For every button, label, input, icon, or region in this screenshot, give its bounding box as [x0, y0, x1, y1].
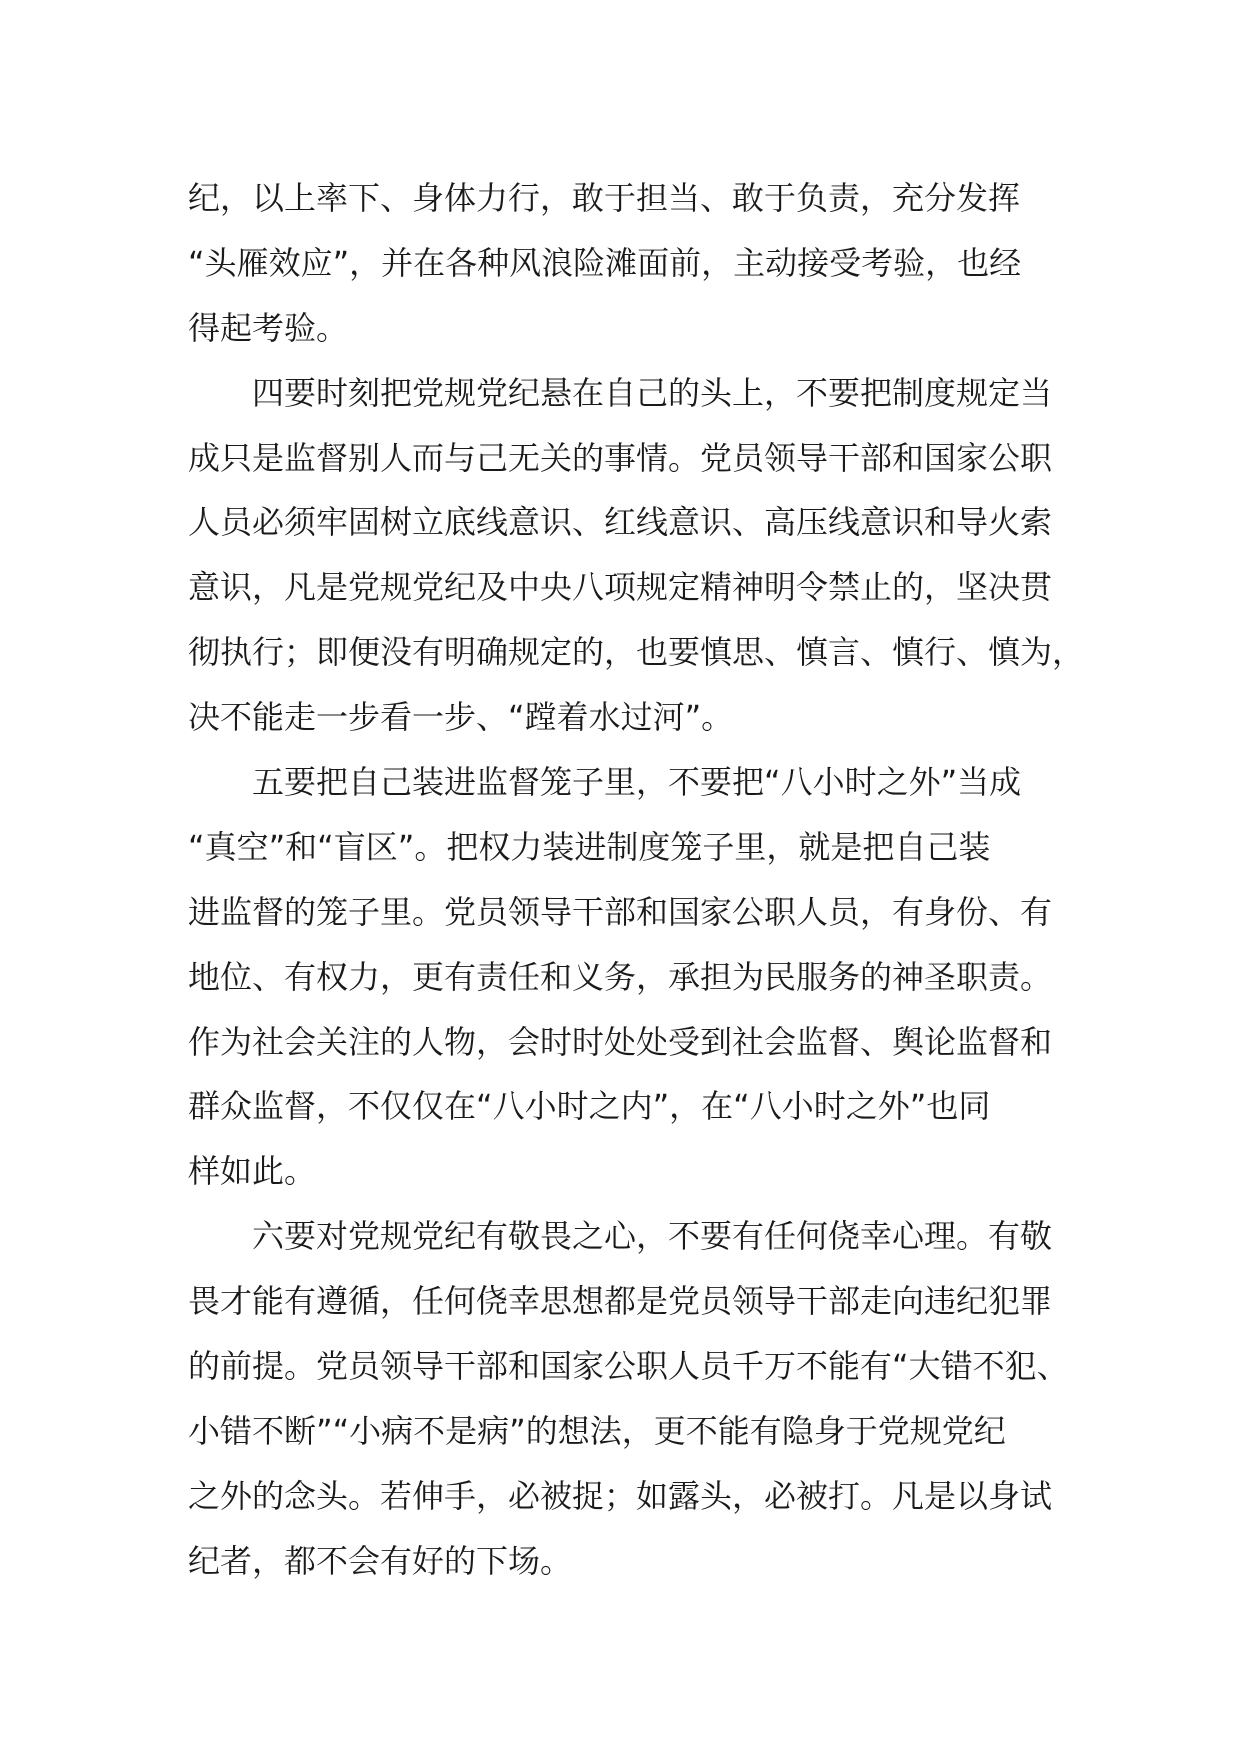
text-line: 之外的念头。若伸手，必被捉；如露头，必被打。凡是以身试 — [188, 1476, 1053, 1515]
text-line: 进监督的笼子里。党员领导干部和国家公职人员，有身份、有 — [188, 892, 1053, 931]
paragraph-start-line: 六要对党规党纪有敬畏之心，不要有任何侥幸心理。有敬 — [252, 1217, 1053, 1256]
paragraph-start-line: 四要时刻把党规党纪悬在自己的头上，不要把制度规定当 — [252, 373, 1053, 412]
text-line: 畏才能有遵循，任何侥幸思想都是党员领导干部走向违纪犯罪 — [188, 1282, 1053, 1321]
text-line: 纪者，都不会有好的下场。 — [188, 1541, 573, 1580]
text-line: 地位、有权力，更有责任和义务，承担为民服务的神圣职责。 — [188, 957, 1053, 996]
text-line: 小错不断”“小病不是病”的想法，更不能有隐身于党规党纪 — [188, 1411, 1006, 1450]
text-line: 群众监督，不仅仅在“八小时之内”，在“八小时之外”也同 — [188, 1087, 991, 1126]
text-line: 的前提。党员领导干部和国家公职人员千万不能有“大错不犯、 — [188, 1347, 1069, 1386]
body-text — [188, 166, 1088, 1594]
text-line: 样如此。 — [188, 1152, 317, 1191]
text-line: 纪，以上率下、身体力行，敢于担当、敢于负责，充分发挥 — [188, 179, 1021, 217]
text-line: 得起考验。 — [188, 308, 349, 347]
text-line: 意识，凡是党规党纪及中央八项规定精神明令禁止的，坚决贯 — [188, 568, 1053, 607]
text-line: 成只是监督别人而与己无关的事情。党员领导干部和国家公职 — [188, 438, 1053, 477]
text-line: “头雁效应”，并在各种风浪险滩面前，主动接受考验，也经 — [188, 243, 1022, 282]
text-line: 决不能走一步看一步、“蹚着水过河”。 — [188, 698, 734, 737]
text-line: 作为社会关注的人物，会时时处处受到社会监督、舆论监督和 — [188, 1022, 1053, 1061]
text-line: 人员必须牢固树立底线意识、红线意识、高压线意识和导火索 — [188, 503, 1053, 542]
text-line: “真空”和“盲区”。把权力装进制度笼子里，就是把自己装 — [188, 827, 991, 866]
paragraph-start-line: 五要把自己装进监督笼子里，不要把“八小时之外”当成 — [252, 763, 1022, 802]
text-line: 彻执行；即便没有明确规定的，也要慎思、慎言、慎行、慎为， — [188, 633, 1085, 672]
